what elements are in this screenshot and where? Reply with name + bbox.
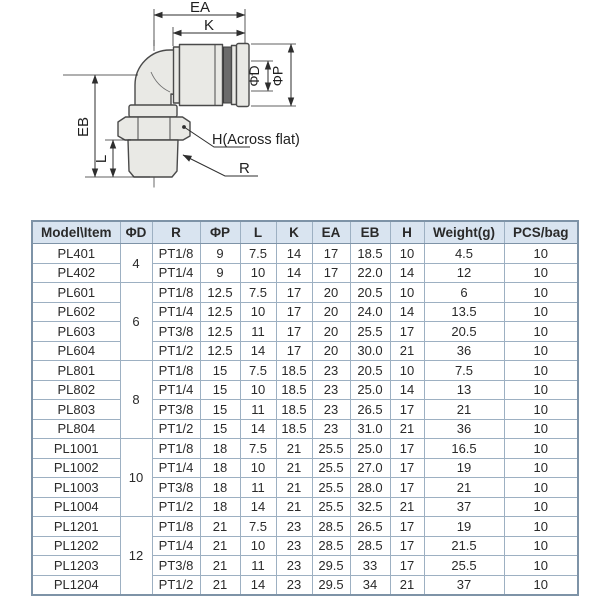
table-cell: 20.5 (350, 361, 390, 381)
table-cell: 21 (276, 497, 312, 517)
table-cell: 23 (276, 575, 312, 595)
phi-d-group-cell: 8 (120, 361, 152, 439)
collar (129, 105, 177, 117)
table-cell: 10 (390, 283, 424, 303)
table-cell: 17 (390, 478, 424, 498)
model-cell: PL1202 (32, 536, 120, 556)
model-cell: PL802 (32, 380, 120, 400)
table-cell: 11 (240, 478, 276, 498)
table-row (32, 302, 578, 322)
table-cell: 17 (390, 556, 424, 576)
table-cell: PT1/8 (152, 244, 200, 264)
model-cell: PL401 (32, 244, 120, 264)
table-cell: 33 (350, 556, 390, 576)
table-cell: 18 (200, 439, 240, 459)
table-cell: 7.5 (424, 361, 504, 381)
table-cell: 26.5 (350, 400, 390, 420)
table-cell: 18 (200, 458, 240, 478)
table-cell: 14 (390, 380, 424, 400)
table-cell: 14 (390, 302, 424, 322)
table-cell: 14 (240, 341, 276, 361)
table-row (32, 556, 578, 576)
table-cell: 10 (240, 263, 276, 283)
table-cell: 7.5 (240, 517, 276, 537)
model-cell: PL804 (32, 419, 120, 439)
table-cell: 25.5 (312, 497, 350, 517)
table-cell: 10 (240, 458, 276, 478)
table-cell: 11 (240, 556, 276, 576)
table-cell: 17 (390, 517, 424, 537)
table-cell: 10 (504, 575, 578, 595)
table-cell: 10 (504, 556, 578, 576)
table-cell: 15 (200, 400, 240, 420)
column-header: ΦP (200, 221, 240, 244)
elbow-fitting-diagram (0, 0, 600, 220)
table-cell: 21 (424, 400, 504, 420)
table-cell: 25.0 (350, 439, 390, 459)
table-cell: 20 (312, 322, 350, 342)
table-cell: PT1/2 (152, 419, 200, 439)
table-cell: 25.5 (424, 556, 504, 576)
table-cell: PT1/4 (152, 380, 200, 400)
table-row (32, 575, 578, 595)
table-cell: 21 (200, 575, 240, 595)
column-header: Weight(g) (424, 221, 504, 244)
table-cell: 18 (200, 478, 240, 498)
table-cell: 20.5 (424, 322, 504, 342)
table-cell: PT3/8 (152, 322, 200, 342)
table-cell: 10 (504, 497, 578, 517)
table-cell: 15 (200, 380, 240, 400)
table-cell: PT1/4 (152, 536, 200, 556)
table-cell: 25.5 (312, 458, 350, 478)
table-cell: 12 (424, 263, 504, 283)
table-cell: 17 (276, 322, 312, 342)
table-cell: 12.5 (200, 283, 240, 303)
table-cell: 21 (200, 517, 240, 537)
dim-label-k: K (203, 17, 215, 34)
table-row (32, 341, 578, 361)
table-cell: 21 (390, 497, 424, 517)
table-cell: 10 (504, 263, 578, 283)
table-cell: 11 (240, 400, 276, 420)
table-cell: 21 (200, 536, 240, 556)
column-header: L (240, 221, 276, 244)
table-cell: 18.5 (276, 361, 312, 381)
table-cell: 10 (390, 361, 424, 381)
model-cell: PL1204 (32, 575, 120, 595)
table-cell: 14 (276, 244, 312, 264)
table-cell: 14 (276, 263, 312, 283)
table-row (32, 263, 578, 283)
table-cell: PT3/8 (152, 478, 200, 498)
table-cell: 17 (390, 536, 424, 556)
table-cell: 23 (312, 361, 350, 381)
table-cell: 17 (276, 302, 312, 322)
table-cell: 13 (424, 380, 504, 400)
table-cell: 9 (200, 244, 240, 264)
table-cell: 21 (424, 478, 504, 498)
table-cell: 10 (504, 419, 578, 439)
table-cell: 13.5 (424, 302, 504, 322)
table-cell: PT1/8 (152, 361, 200, 381)
phi-d-group-cell: 4 (120, 244, 152, 283)
table-cell: 23 (276, 517, 312, 537)
table-cell: PT1/8 (152, 283, 200, 303)
table-cell: 17 (390, 458, 424, 478)
table-cell: 28.0 (350, 478, 390, 498)
table-row (32, 478, 578, 498)
table-cell: 10 (504, 458, 578, 478)
model-cell: PL601 (32, 283, 120, 303)
table-row (32, 419, 578, 439)
table-header-row (32, 221, 578, 244)
table-cell: 10 (504, 322, 578, 342)
table-row (32, 361, 578, 381)
table-cell: 20 (312, 341, 350, 361)
model-cell: PL1201 (32, 517, 120, 537)
collet-groove (224, 47, 232, 103)
fitting-technical-drawing (0, 0, 600, 220)
table-row (32, 439, 578, 459)
table-cell: 37 (424, 497, 504, 517)
table-cell: 24.0 (350, 302, 390, 322)
table-cell: 10 (240, 536, 276, 556)
model-cell: PL1003 (32, 478, 120, 498)
table-cell: 7.5 (240, 283, 276, 303)
table-cell: 12.5 (200, 322, 240, 342)
table-cell: 25.0 (350, 380, 390, 400)
model-cell: PL1203 (32, 556, 120, 576)
callout-label-across-flat: H(Across flat) (212, 132, 300, 148)
table-cell: 30.0 (350, 341, 390, 361)
table-cell: 10 (504, 536, 578, 556)
table-cell: 18.5 (276, 419, 312, 439)
table-cell: 14 (240, 497, 276, 517)
table-cell: 29.5 (312, 556, 350, 576)
table-cell: 21 (276, 478, 312, 498)
table-cell: 15 (200, 419, 240, 439)
table-cell: 21 (276, 439, 312, 459)
table-cell: 18 (200, 497, 240, 517)
table-cell: 23 (312, 400, 350, 420)
table-row (32, 536, 578, 556)
table-cell: 19 (424, 517, 504, 537)
table-cell: PT1/2 (152, 497, 200, 517)
connector-body (180, 45, 223, 106)
model-cell: PL604 (32, 341, 120, 361)
table-cell: 20 (312, 283, 350, 303)
table-cell: PT1/4 (152, 458, 200, 478)
table-cell: 10 (504, 341, 578, 361)
table-cell: 18.5 (276, 400, 312, 420)
male-thread (128, 140, 178, 177)
table-cell: 11 (240, 322, 276, 342)
table-cell: 18.5 (350, 244, 390, 264)
table-cell: PT1/4 (152, 263, 200, 283)
table-cell: 7.5 (240, 439, 276, 459)
table-cell: 31.0 (350, 419, 390, 439)
table-cell: PT1/4 (152, 302, 200, 322)
model-cell: PL801 (32, 361, 120, 381)
dim-label-eb: EB (75, 116, 92, 138)
dim-label-phi-d: ΦD (246, 65, 262, 87)
table-cell: 36 (424, 341, 504, 361)
table-cell: 29.5 (312, 575, 350, 595)
table-cell: 25.5 (312, 478, 350, 498)
table-cell: 19 (424, 458, 504, 478)
table-cell: PT1/8 (152, 439, 200, 459)
phi-d-group-cell: 12 (120, 517, 152, 596)
table-cell: 32.5 (350, 497, 390, 517)
model-cell: PL1002 (32, 458, 120, 478)
model-cell: PL1001 (32, 439, 120, 459)
column-header: R (152, 221, 200, 244)
hex-nut (118, 117, 190, 140)
table-cell: 14 (240, 419, 276, 439)
table-row (32, 244, 578, 264)
table-cell: 7.5 (240, 361, 276, 381)
table-cell: 10 (504, 400, 578, 420)
table-cell: 17 (312, 263, 350, 283)
table-cell: 17 (312, 244, 350, 264)
table-cell: 10 (504, 380, 578, 400)
table-cell: 17 (390, 322, 424, 342)
table-row (32, 283, 578, 303)
table-cell: PT1/2 (152, 575, 200, 595)
column-header: K (276, 221, 312, 244)
table-cell: 17 (276, 283, 312, 303)
fitting-spec-table (31, 220, 579, 596)
table-cell: 28.5 (350, 536, 390, 556)
table-cell: 14 (240, 575, 276, 595)
table-cell: 37 (424, 575, 504, 595)
table-row (32, 322, 578, 342)
table-cell: 10 (504, 244, 578, 264)
column-header: ΦD (120, 221, 152, 244)
model-cell: PL1004 (32, 497, 120, 517)
column-header: EA (312, 221, 350, 244)
table-cell: 34 (350, 575, 390, 595)
table-cell: 21 (390, 341, 424, 361)
table-cell: 25.5 (312, 439, 350, 459)
dim-label-ea: EA (189, 0, 211, 16)
table-cell: 23 (276, 556, 312, 576)
table-cell: 28.5 (312, 517, 350, 537)
model-cell: PL602 (32, 302, 120, 322)
column-header: Model\Item (32, 221, 120, 244)
table-cell: 4.5 (424, 244, 504, 264)
table-cell: 6 (424, 283, 504, 303)
table-cell: 26.5 (350, 517, 390, 537)
table-cell: PT3/8 (152, 400, 200, 420)
table-cell: PT1/8 (152, 517, 200, 537)
dim-label-phi-p: ΦP (269, 65, 286, 87)
table-cell: 21 (276, 458, 312, 478)
table-cell: 23 (276, 536, 312, 556)
model-cell: PL803 (32, 400, 120, 420)
table-cell: 21 (200, 556, 240, 576)
phi-d-group-cell: 10 (120, 439, 152, 517)
table-cell: 18.5 (276, 380, 312, 400)
table-cell: 10 (504, 439, 578, 459)
table-row (32, 517, 578, 537)
table-cell: 21.5 (424, 536, 504, 556)
callout-label-r: R (239, 160, 250, 177)
table-cell: 10 (504, 478, 578, 498)
table-cell: 28.5 (312, 536, 350, 556)
table-cell: PT1/2 (152, 341, 200, 361)
table-cell: PT3/8 (152, 556, 200, 576)
table-cell: 23 (312, 419, 350, 439)
table-cell: 10 (390, 244, 424, 264)
table-cell: 20 (312, 302, 350, 322)
table-cell: 21 (390, 419, 424, 439)
table-cell: 10 (504, 283, 578, 303)
table-cell: 21 (390, 575, 424, 595)
elbow-body-shape (135, 50, 178, 106)
table-cell: 36 (424, 419, 504, 439)
column-header: H (390, 221, 424, 244)
table-row (32, 380, 578, 400)
table-cell: 9 (200, 263, 240, 283)
table-row (32, 458, 578, 478)
column-header: EB (350, 221, 390, 244)
table-cell: 17 (390, 439, 424, 459)
table-cell: 16.5 (424, 439, 504, 459)
table-cell: 27.0 (350, 458, 390, 478)
table-row (32, 497, 578, 517)
table-cell: 10 (504, 302, 578, 322)
table-cell: 10 (504, 517, 578, 537)
model-cell: PL603 (32, 322, 120, 342)
table-cell: 7.5 (240, 244, 276, 264)
table-cell: 23 (312, 380, 350, 400)
table-cell: 15 (200, 361, 240, 381)
table-cell: 12.5 (200, 341, 240, 361)
table-cell: 10 (240, 302, 276, 322)
column-header: PCS/bag (504, 221, 578, 244)
dim-label-l: L (93, 154, 110, 164)
table-row (32, 400, 578, 420)
collet-ring (232, 46, 237, 105)
table-cell: 14 (390, 263, 424, 283)
table-cell: 22.0 (350, 263, 390, 283)
table-cell: 10 (504, 361, 578, 381)
model-cell: PL402 (32, 263, 120, 283)
table-cell: 20.5 (350, 283, 390, 303)
body-flange (174, 47, 180, 103)
spec-table (31, 220, 579, 596)
table-cell: 17 (390, 400, 424, 420)
table-cell: 10 (240, 380, 276, 400)
table-cell: 17 (276, 341, 312, 361)
table-cell: 12.5 (200, 302, 240, 322)
table-cell: 25.5 (350, 322, 390, 342)
phi-d-group-cell: 6 (120, 283, 152, 361)
